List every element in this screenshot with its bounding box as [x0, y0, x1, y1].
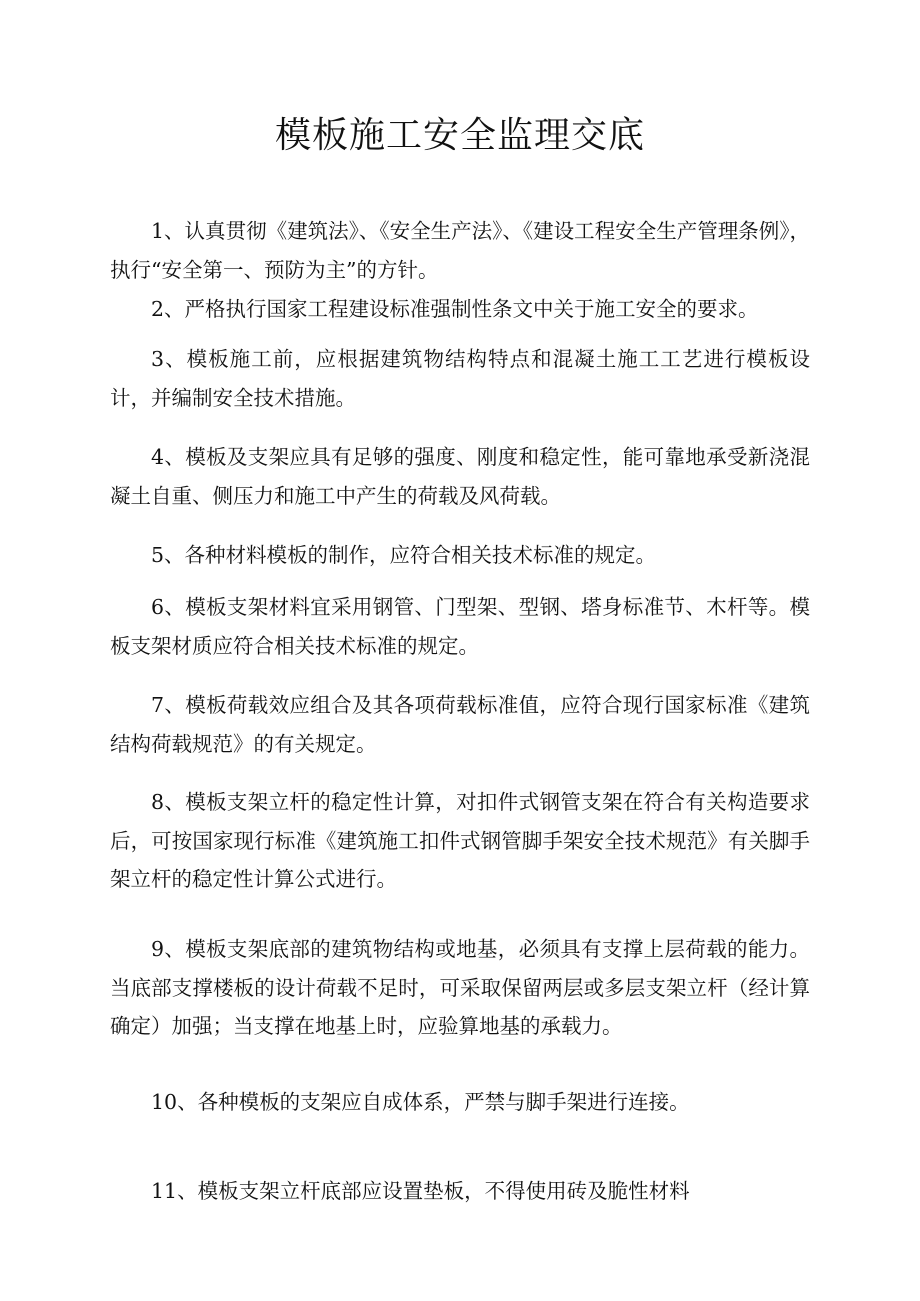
clause-6: 6、模板支架材料宜采用钢管、门型架、型钢、塔身标准节、木杆等。模板支架材质应符合相关技术标准的规定。 — [110, 595, 810, 658]
clause-2: 2、严格执行国家工程建设标准强制性条文中关于施工安全的要求。 — [151, 297, 759, 321]
clause-9: 9、模板支架底部的建筑物结构或地基，必须具有支撑上层荷载的能力。当底部支撑楼板的设计荷载不足时，可采取保留两层或多层支架立杆（经计算确定）加强；当支撑在地基上时，应验算地基的承载力。 — [110, 937, 810, 1038]
document-title: 模板施工安全监理交底 — [274, 115, 645, 156]
clause-7: 7、模板荷载效应组合及其各项荷载标准值，应符合现行国家标准《建筑结构荷载规范》的有关规定。 — [110, 693, 810, 756]
clause-10: 10、各种模板的支架应自成体系，严禁与脚手架进行连接。 — [151, 1090, 690, 1114]
clause-1: 1、认真贯彻《建筑法》、《安全生产法》、《建设工程安全生产管理条例》，执行“安全第一、预防为主”的方针。 — [110, 219, 810, 282]
clause-11: 11、模板支架立杆底部应设置垫板，不得使用砖及脆性材料 — [151, 1179, 690, 1203]
clause-4: 4、模板及支架应具有足够的强度、刚度和稳定性，能可靠地承受新浇混凝土自重、侧压力和施工中产生的荷载及风荷载。 — [110, 445, 810, 508]
clause-3: 3、模板施工前，应根据建筑物结构特点和混凝土施工工艺进行模板设计，并编制安全技术措施。 — [110, 347, 810, 410]
clause-5: 5、各种材料模板的制作，应符合相关技术标准的规定。 — [151, 543, 657, 567]
clause-8: 8、模板支架立杆的稳定性计算，对扣件式钢管支架在符合有关构造要求后，可按国家现行标准《建筑施工扣件式钢管脚手架安全技术规范》有关脚手架立杆的稳定性计算公式进行。 — [110, 790, 810, 891]
